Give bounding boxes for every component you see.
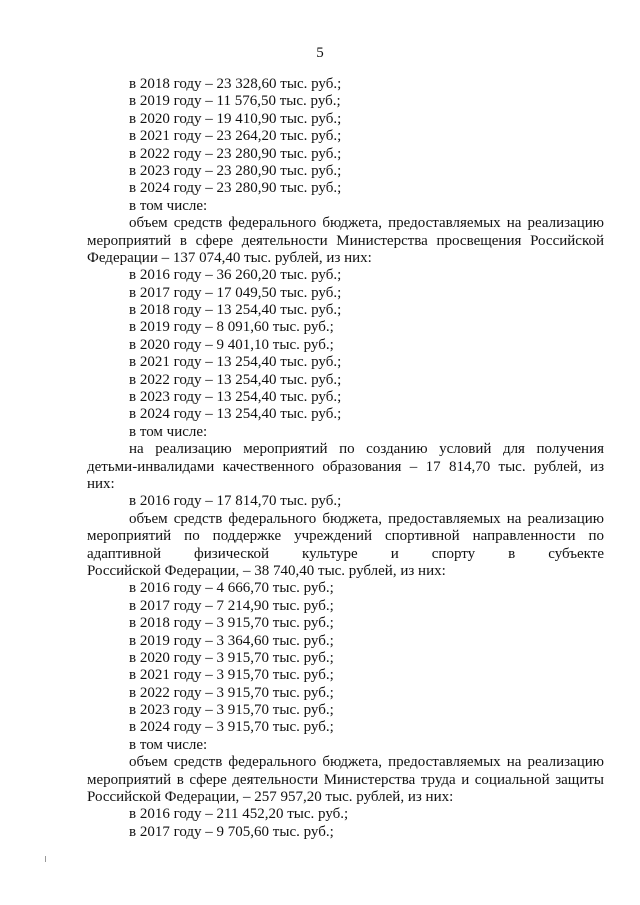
text-line: в том числе:	[129, 736, 208, 753]
text-line: в 2018 году – 13 254,40 тыс. руб.;	[129, 302, 342, 319]
text-line: в 2024 году – 13 254,40 тыс. руб.;	[129, 406, 342, 423]
text-line: объем средств федерального бюджета, предоставляемых на реализацию	[129, 754, 604, 771]
text-line: в 2021 году – 23 264,20 тыс. руб.;	[129, 128, 342, 145]
text-line: в 2024 году – 23 280,90 тыс. руб.;	[129, 180, 342, 197]
text-line: мероприятий в сфере деятельности Министерства труда и социальной защиты	[87, 771, 604, 788]
text-line: в 2023 году – 13 254,40 тыс. руб.;	[129, 389, 342, 406]
text-line: мероприятий по поддержке учреждений спортивной направленности по	[87, 528, 604, 545]
text-line: объем средств федерального бюджета, предоставляемых на реализацию	[129, 510, 604, 527]
text-line: в 2020 году – 3 915,70 тыс. руб.;	[129, 649, 334, 666]
text-line: в 2016 году – 211 452,20 тыс. руб.;	[129, 806, 349, 823]
text-line: в 2017 году – 9 705,60 тыс. руб.;	[129, 823, 334, 840]
text-line: мероприятий в сфере деятельности Министерства просвещения Российской	[87, 232, 604, 249]
text-line: в 2023 году – 3 915,70 тыс. руб.;	[129, 702, 334, 719]
text-line: в 2022 году – 23 280,90 тыс. руб.;	[129, 145, 342, 162]
text-line: на реализацию мероприятий по созданию условий для получения	[129, 441, 604, 458]
page-number: 5	[316, 45, 324, 61]
text-line: Федерации – 137 074,40 тыс. рублей, из них:	[87, 249, 372, 266]
text-line: в 2022 году – 3 915,70 тыс. руб.;	[129, 684, 334, 701]
text-line: в 2022 году – 13 254,40 тыс. руб.;	[129, 371, 342, 388]
text-line: в 2024 году – 3 915,70 тыс. руб.;	[129, 719, 334, 736]
text-line: в 2021 году – 3 915,70 тыс. руб.;	[129, 667, 334, 684]
text-line: в 2017 году – 17 049,50 тыс. руб.;	[129, 284, 342, 301]
text-line: в 2016 году – 36 260,20 тыс. руб.;	[129, 267, 342, 284]
text-line: в 2018 году – 3 915,70 тыс. руб.;	[129, 615, 334, 632]
text-line: в 2019 году – 11 576,50 тыс. руб.;	[129, 93, 341, 110]
scan-artifact	[45, 856, 46, 862]
text-line: объем средств федерального бюджета, предоставляемых на реализацию	[129, 215, 604, 232]
text-line: адаптивной физической культуре и спорту в субъекте	[87, 545, 604, 562]
text-line: Российской Федерации, – 38 740,40 тыс. рублей, из них:	[87, 562, 446, 579]
text-line: них:	[87, 475, 115, 492]
text-line: в 2023 году – 23 280,90 тыс. руб.;	[129, 162, 342, 179]
text-line: в 2018 году – 23 328,60 тыс. руб.;	[129, 76, 342, 92]
text-line: в том числе:	[129, 423, 208, 440]
text-line: в 2017 году – 7 214,90 тыс. руб.;	[129, 597, 334, 614]
text-line: в том числе:	[129, 197, 208, 214]
text-line: Российской Федерации, – 257 957,20 тыс. рублей, из них:	[87, 789, 454, 806]
document-body	[87, 76, 604, 841]
text-line: в 2020 году – 9 401,10 тыс. руб.;	[129, 336, 334, 353]
text-line: детьми-инвалидами качественного образования – 17 814,70 тыс. рублей, из	[87, 458, 604, 475]
text-line: в 2016 году – 17 814,70 тыс. руб.;	[129, 493, 342, 510]
text-line: в 2020 году – 19 410,90 тыс. руб.;	[129, 110, 342, 127]
text-line: в 2019 году – 3 364,60 тыс. руб.;	[129, 632, 334, 649]
text-line: в 2019 году – 8 091,60 тыс. руб.;	[129, 319, 334, 336]
text-line: в 2021 году – 13 254,40 тыс. руб.;	[129, 354, 342, 371]
text-line: в 2016 году – 4 666,70 тыс. руб.;	[129, 580, 334, 597]
